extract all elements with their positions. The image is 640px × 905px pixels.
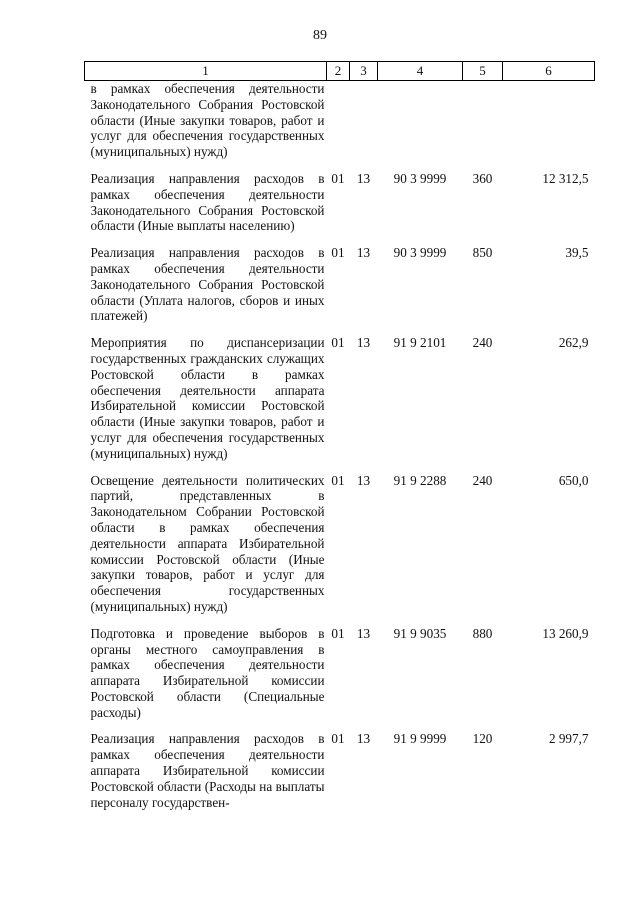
row-section: 01 bbox=[331, 245, 345, 261]
row-section: 01 bbox=[331, 625, 345, 641]
row-description: Мероприятия по диспансеризации государственных гражданских служащих Ростовской области в рамках обеспечения деятельности аппарата Избирательной комиссии Ростовской области (Иные закупки товаров, работ и услуг для обеспечения государственных (муниципальных) нужд) bbox=[90, 335, 325, 461]
row-description: Реализация направления расходов в рамках обеспечения деятельности аппарата Избирательной комиссии Ростовской области (Расходы на выплаты персоналу государствен- bbox=[90, 731, 325, 810]
row-description: в рамках обеспечения деятельности Законодательного Собрания Ростовской области (Иные закупки товаров, работ и услуг для обеспечения государственных (муниципальных) нужд) bbox=[90, 81, 325, 160]
table-row bbox=[85, 165, 595, 239]
row-subsection: 13 bbox=[356, 625, 371, 641]
column-header: 3 bbox=[350, 62, 378, 81]
row-subsection: 13 bbox=[356, 245, 371, 261]
row-target-article: 90 3 9999 bbox=[393, 170, 447, 186]
row-expense-type: 240 bbox=[472, 335, 493, 351]
row-subsection: 13 bbox=[356, 170, 371, 186]
row-amount: 650,0 bbox=[558, 472, 589, 488]
row-description: Реализация направления расходов в рамках обеспечения деятельности Законодательного Собрания Ростовской области (Уплата налогов, сборов и иных платежей) bbox=[90, 245, 325, 324]
row-amount: 12 312,5 bbox=[542, 170, 589, 186]
column-header: 4 bbox=[378, 62, 463, 81]
row-description: Реализация направления расходов в рамках обеспечения деятельности Законодательного Собрания Ростовской области (Иные выплаты населению) bbox=[90, 170, 325, 234]
row-target-article: 90 3 9999 bbox=[393, 245, 447, 261]
row-subsection: 13 bbox=[356, 472, 371, 488]
row-section: 01 bbox=[331, 472, 345, 488]
row-target-article: 91 9 9999 bbox=[393, 731, 447, 747]
budget-table bbox=[84, 61, 595, 815]
row-amount: 13 260,9 bbox=[542, 625, 589, 641]
row-section: 01 bbox=[331, 335, 345, 351]
row-expense-type: 880 bbox=[472, 625, 493, 641]
row-expense-type: 120 bbox=[472, 731, 493, 747]
row-amount: 2 997,7 bbox=[548, 731, 589, 747]
row-description: Подготовка и проведение выборов в органы местного самоуправления в рамках обеспечения деятельности аппарата Избирательной комиссии Ростовской области (Специальные расходы) bbox=[90, 625, 325, 720]
column-header: 2 bbox=[327, 62, 350, 81]
table-row bbox=[85, 725, 595, 815]
row-target-article: 91 9 2101 bbox=[393, 335, 447, 351]
table-row-continuation bbox=[85, 81, 595, 165]
table-header-row bbox=[85, 62, 595, 81]
row-section: 01 bbox=[331, 170, 345, 186]
row-amount: 39,5 bbox=[565, 245, 589, 261]
page-number: 89 bbox=[313, 28, 327, 43]
column-header: 5 bbox=[463, 62, 503, 81]
row-expense-type: 240 bbox=[472, 472, 493, 488]
row-expense-type: 360 bbox=[472, 170, 493, 186]
row-subsection: 13 bbox=[356, 731, 371, 747]
row-target-article: 91 9 9035 bbox=[393, 625, 447, 641]
row-subsection: 13 bbox=[356, 335, 371, 351]
row-section: 01 bbox=[331, 731, 345, 747]
table-row bbox=[85, 467, 595, 620]
table-row bbox=[85, 620, 595, 726]
column-header: 1 bbox=[85, 62, 327, 81]
table-row bbox=[85, 239, 595, 329]
table-row bbox=[85, 329, 595, 466]
row-expense-type: 850 bbox=[472, 245, 493, 261]
row-description: Освещение деятельности политических партий, представленных в Законодательном Собрании Ростовской области в рамках обеспечения деятельности аппарата Избирательной комиссии Ростовской области (Иные закупки товаров, работ и услуг для обеспечения государственных (муниципальных) нужд) bbox=[90, 472, 325, 614]
column-header: 6 bbox=[503, 62, 595, 81]
row-target-article: 91 9 2288 bbox=[393, 472, 447, 488]
row-amount: 262,9 bbox=[558, 335, 589, 351]
